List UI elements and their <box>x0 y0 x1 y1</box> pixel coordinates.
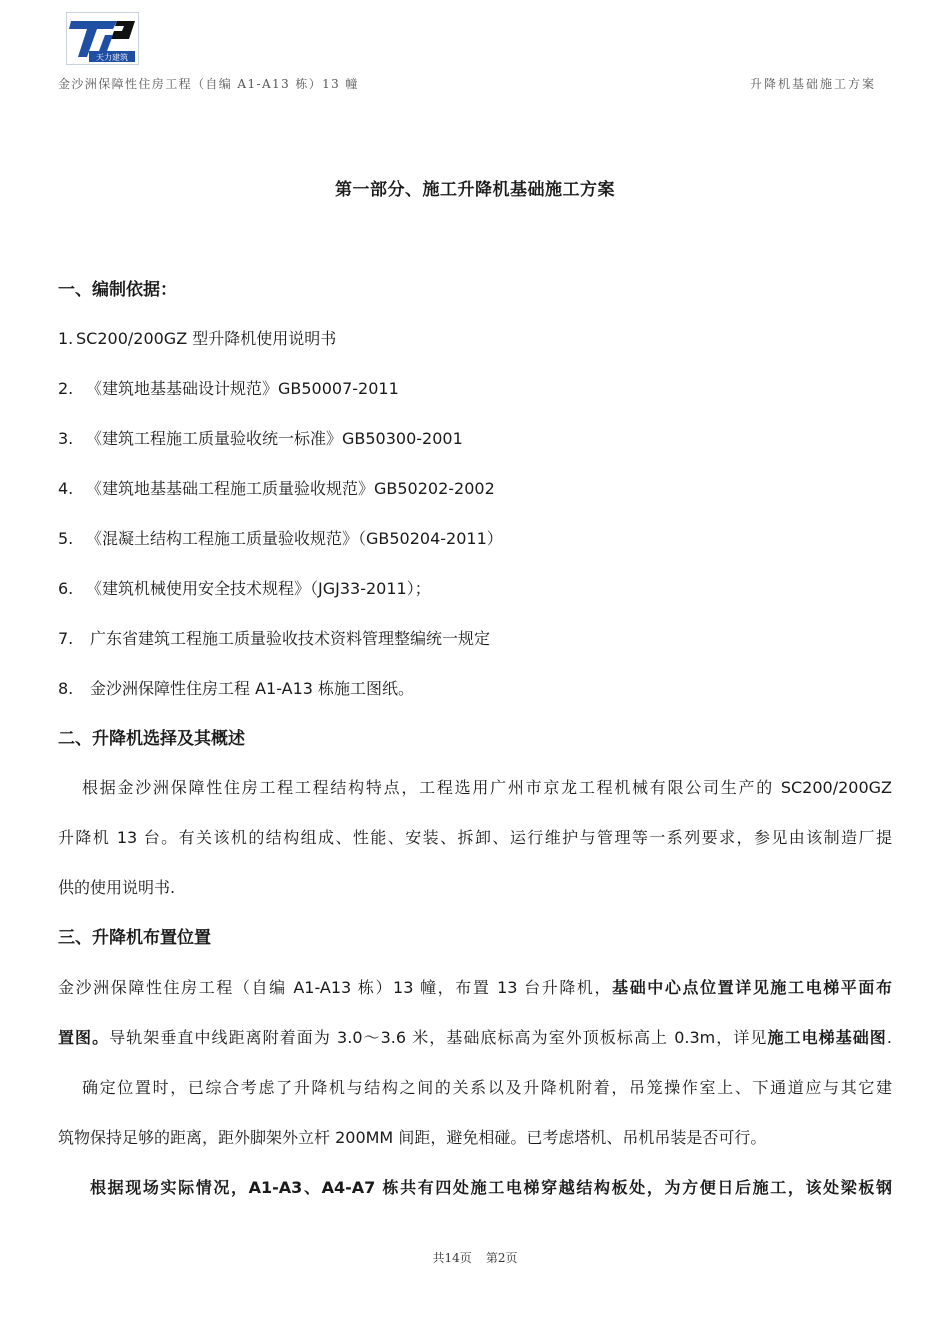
paragraph-line: 升降机 13 台。有关该机的结构组成、性能、安装、拆卸、运行维护与管理等一系列要求，参见由该制造厂提 <box>58 828 892 847</box>
list-item-number: 5. <box>58 529 74 548</box>
text-run: . <box>886 1028 892 1047</box>
list-item <box>58 376 399 399</box>
page-footer <box>0 1249 950 1266</box>
section-heading-overview: 二、升降机选择及其概述 <box>58 729 245 749</box>
list-item-text: 《混凝土结构工程施工质量验收规范》（GB50204-2011） <box>86 529 503 548</box>
current-page: 第2页 <box>485 1251 518 1265</box>
list-item-text: 《建筑工程施工质量验收统一标准》GB50300-2001 <box>86 429 463 448</box>
list-item-number: 4. <box>58 479 74 498</box>
text-run: 金沙洲保障性住房工程（自编 A1-A13 栋）13 幢，布置 13 台升降机， <box>58 978 613 997</box>
text-run-bold: 施工电梯基础图 <box>767 1028 887 1047</box>
paragraph-line-bold: 根据现场实际情况，A1-A3、A4-A7 栋共有四处施工电梯穿越结构板处，为方便日后施工，该处梁板钢 <box>90 1178 892 1197</box>
list-item-number: 2. <box>58 379 74 398</box>
list-item-number: 6. <box>58 579 74 598</box>
list-item-number: 7. <box>58 629 74 648</box>
paragraph-line <box>58 1025 892 1048</box>
logo-text: 天力建筑 <box>96 53 128 62</box>
list-item-text: 《建筑地基基础设计规范》GB50007-2011 <box>86 379 399 398</box>
header-document-name: 升降机基础施工方案 <box>749 77 876 91</box>
company-logo <box>66 12 139 65</box>
section-heading-basis: 一、编制依据： <box>58 280 177 300</box>
list-item-text: 广东省建筑工程施工质量验收技术资料管理整编统一规定 <box>90 629 491 648</box>
list-item <box>58 326 336 349</box>
list-item <box>58 626 490 649</box>
text-run: 导轨架垂直中线距离附着面为 3.0～3.6 米，基础底标高为室外顶板标高上 0.3m，详见 <box>109 1028 768 1047</box>
list-item <box>58 576 431 599</box>
list-item-text: 《建筑机械使用安全技术规程》（JGJ33-2011）； <box>86 579 431 598</box>
paragraph-line: 根据金沙洲保障性住房工程工程结构特点，工程选用广州市京龙工程机械有限公司生产的 SC200/200GZ <box>82 778 892 797</box>
list-item-number: 8. <box>58 679 74 698</box>
header-project-name: 金沙洲保障性住房工程（自编 A1-A13 栋）13 幢 <box>58 77 359 91</box>
list-item-text: 金沙洲保障性住房工程 A1-A13 栋施工图纸。 <box>90 679 415 698</box>
text-run-bold: 置图。 <box>58 1028 110 1047</box>
paragraph-line: 筑物保持足够的距离，距外脚架外立杆 200MM 间距，避免相碰。已考虑塔机、吊机吊装是否可行。 <box>58 1128 767 1147</box>
list-item <box>58 676 414 699</box>
list-item-text: 《建筑地基基础工程施工质量验收规范》GB50202-2002 <box>86 479 495 498</box>
text-run-bold: 基础中心点位置详见施工电梯平面布 <box>612 978 892 997</box>
list-item <box>58 476 495 499</box>
section-heading-location: 三、升降机布置位置 <box>58 928 211 948</box>
page-title: 第一部分、施工升降机基础施工方案 <box>335 180 615 200</box>
list-item-number: 3. <box>58 429 74 448</box>
list-item <box>58 426 463 449</box>
paragraph-line <box>58 975 892 998</box>
list-item-number: 1. <box>58 329 74 348</box>
list-item-text: SC200/200GZ 型升降机使用说明书 <box>76 329 337 348</box>
total-pages: 共14页 <box>432 1251 472 1265</box>
list-item <box>58 526 503 549</box>
paragraph-line: 确定位置时，已综合考虑了升降机与结构之间的关系以及升降机附着，吊笼操作室上、下通道应与其它建 <box>82 1078 892 1097</box>
paragraph-line: 供的使用说明书. <box>58 878 176 897</box>
